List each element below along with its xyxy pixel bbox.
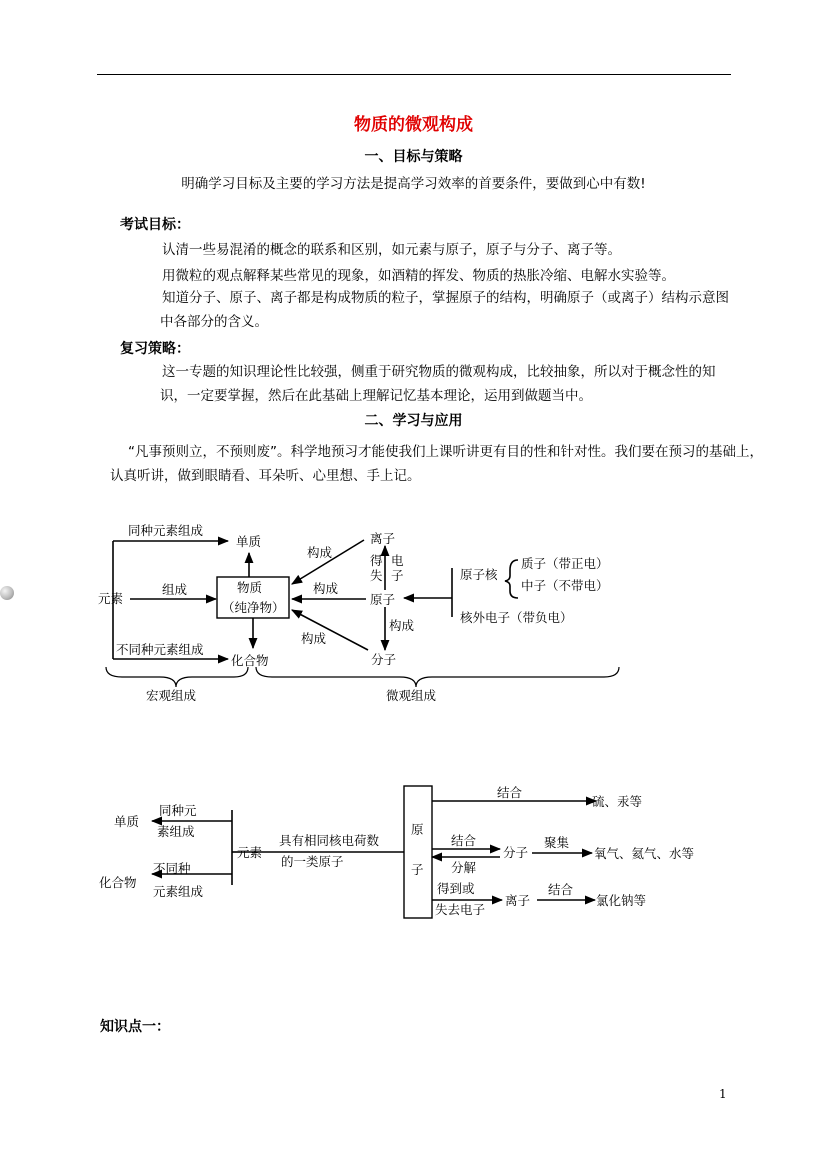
label-atom: 原子 — [370, 592, 396, 607]
exam-goal-3: 知道分子、原子、离子都是构成物质的粒子，掌握原子的结构，明确原子（或离子）结构示意图中各部分的含义。 — [160, 290, 729, 330]
label-nucleus: 原子核 — [460, 567, 498, 582]
label-diff-element: 不同种元素组成 — [116, 642, 204, 657]
label-molecule-2: 分子 — [503, 845, 529, 860]
label-pure: （纯净物） — [222, 600, 285, 615]
section1-heading: 一、目标与策略 — [364, 149, 463, 165]
label-form-mid: 构成 — [313, 581, 339, 596]
label-combine-top: 结合 — [497, 785, 523, 800]
label-examples-top: 硫、汞等 — [592, 794, 643, 809]
strategy-label: 复习策略： — [120, 341, 190, 357]
label-electron-2: 子 — [391, 568, 404, 583]
label-same-elem-1: 同种元 — [159, 803, 197, 818]
label-electron-1: 电 — [391, 553, 404, 568]
label-gain-lose-2: 失去电子 — [435, 902, 486, 917]
strategy-text: 这一专题的知识理论性比较强，侧重于研究物质的微观构成，比较抽象，所以对于概念性的知识，一定要掌握，然后在此基础上理解记忆基本理论，运用到做题当中。 — [160, 364, 716, 404]
label-combine-mid: 结合 — [451, 833, 477, 848]
label-def-1: 具有相同核电荷数 — [279, 833, 380, 848]
label-decompose: 分解 — [451, 860, 477, 875]
label-examples-mid: 氧气、氦气、水等 — [594, 846, 695, 861]
exam-goals-label: 考试目标： — [120, 217, 190, 233]
section1-intro: 明确学习目标及主要的学习方法是提高学习效率的首要条件，要做到心中有数! — [181, 176, 646, 192]
label-ion-2: 离子 — [505, 893, 531, 908]
label-atom-char-1: 原 — [411, 822, 424, 837]
label-compound: 化合物 — [231, 653, 269, 668]
label-micro: 微观组成 — [386, 688, 437, 703]
exam-goal-2: 用微粒的观点解释某些常见的现象，如酒精的挥发、物质的热胀冷缩、电解水实验等。 — [162, 268, 675, 284]
label-diff-elem-1: 不同种 — [153, 861, 191, 876]
label-simple-substance-2: 单质 — [114, 814, 140, 829]
label-form-down: 构成 — [389, 618, 415, 633]
label-same-element: 同种元素组成 — [128, 523, 204, 538]
label-form-top: 构成 — [307, 545, 333, 560]
knowledge-point-label: 知识点一： — [100, 1019, 170, 1035]
atom-box — [404, 786, 432, 918]
label-neutron: 中子（不带电） — [521, 578, 609, 593]
label-gather: 聚集 — [544, 835, 570, 850]
label-element: 元素 — [98, 591, 124, 606]
label-gain-lose-1: 得到或 — [437, 881, 475, 896]
label-def-2: 的一类原子 — [281, 854, 344, 869]
label-element-2: 元素 — [237, 845, 263, 860]
label-diff-elem-2: 元素组成 — [153, 884, 204, 899]
label-compose: 组成 — [162, 582, 188, 597]
section2-intro: “凡事预则立，不预则废”。科学地预习才能使我们上课听讲更有目的性和针对性。我们要在预习的基础上，认真听讲，做到眼睛看、耳朵听、心里想、手上记。 — [110, 444, 763, 484]
label-substance: 物质 — [237, 580, 263, 595]
label-atom-char-2: 子 — [411, 862, 424, 877]
label-molecule: 分子 — [371, 652, 397, 667]
label-same-elem-2: 素组成 — [157, 824, 195, 839]
page-title: 物质的微观构成 — [354, 115, 473, 135]
label-ion: 离子 — [370, 531, 396, 546]
label-macro: 宏观组成 — [146, 688, 197, 703]
label-lose: 失 — [370, 568, 383, 583]
label-gain: 得 — [370, 553, 383, 568]
label-examples-bot: 氯化钠等 — [596, 893, 647, 908]
label-proton: 质子（带正电） — [521, 556, 609, 571]
page-number: 1 — [719, 1087, 727, 1101]
label-combine-bot: 结合 — [548, 882, 574, 897]
label-compound-2: 化合物 — [99, 875, 137, 890]
label-form-bottom: 构成 — [301, 631, 327, 646]
label-outer-electron: 核外电子（带负电） — [460, 610, 573, 625]
exam-goal-1: 认清一些易混淆的概念的联系和区别，如元素与原子，原子与分子、离子等。 — [162, 242, 621, 258]
label-simple-substance: 单质 — [236, 534, 262, 549]
section2-heading: 二、学习与应用 — [364, 413, 463, 429]
